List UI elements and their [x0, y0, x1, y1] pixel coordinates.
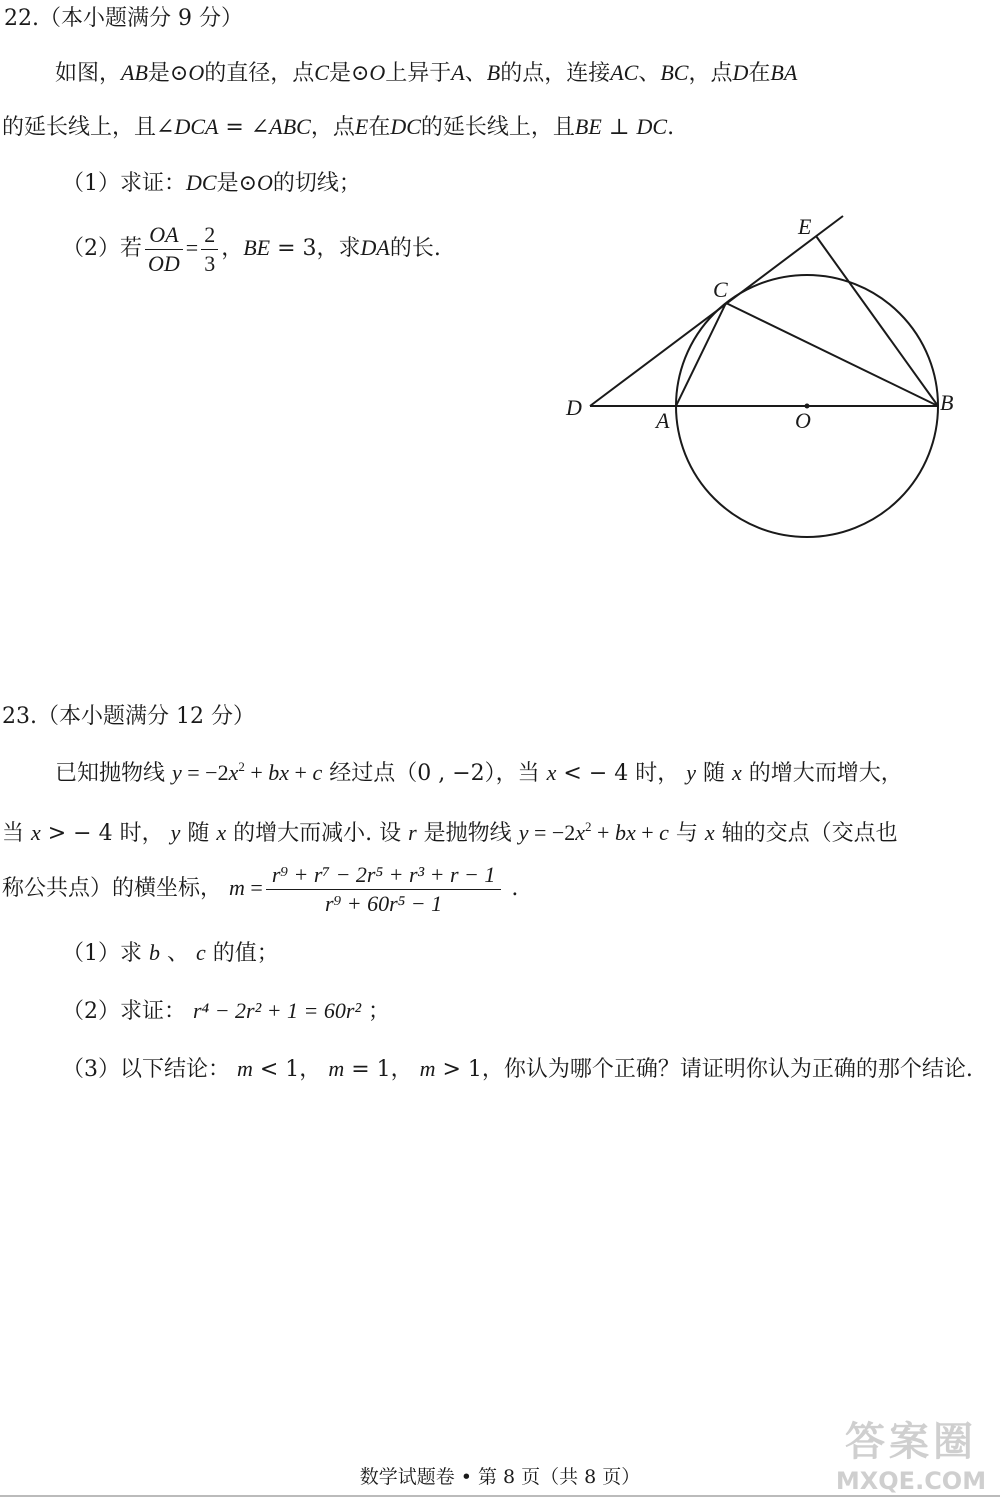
line-ac	[676, 303, 726, 406]
label-d: D	[566, 395, 582, 420]
label-a: A	[656, 408, 670, 433]
label-b: B	[940, 390, 954, 415]
fraction-oa-od: $\frac{OA}{OD}$	[145, 221, 183, 278]
fraction-2-3: $\frac{2}{3}$	[201, 221, 218, 278]
label-o: O	[795, 408, 811, 433]
q22-header: 22.（本小题满分 9 分）	[4, 6, 243, 31]
line-dc-extended	[590, 216, 843, 406]
watermark-logo: 答案圈 MXQE.COM	[835, 1419, 987, 1495]
bottom-rule	[0, 1495, 1000, 1497]
q23-part1: （1）求 b 、 c 的值；	[62, 940, 279, 966]
q23-header: 23.（本小题满分 12 分）	[2, 704, 255, 729]
line-be	[816, 236, 938, 406]
q23-stem-line2: 当 x > − 4 时， y 随 x 的增大而减小. 设 r 是抛物线 $y = -2x^2$ + bx + c 与 x 轴的交点（交点也	[2, 819, 898, 846]
page-footer: 数学试题卷 • 第 8 页（共 8 页）	[359, 1466, 641, 1488]
q22-part2: （2）若 $\frac{OA}{OD}$ = $\frac{2}{3}$ ，BE = 3，求DA的长.	[62, 221, 441, 276]
fraction-m-expression: $\frac{\text{r⁹ + r⁷ − 2r⁵ + r³ + r − 1}}{\text{r⁹ + 60r⁵ − 1}}$	[266, 861, 502, 918]
q22-stem-line1: 如图，AB是⊙O的直径，点C是⊙O上异于A、B的点，连接AC、BC，点D在BA	[55, 60, 798, 86]
geometry-figure	[560, 210, 980, 550]
q23-stem-line1: 已知抛物线 $y = -2x^2$ + bx + c 经过点（0 , −2），当 x < − 4 时， y 随 x 的增大而增大，	[55, 759, 903, 786]
line-cb	[726, 303, 938, 406]
q22-stem-line2: 的延长线上，且∠DCA = ∠ABC，点E在DC的延长线上，且BE ⊥ DC.	[2, 114, 675, 140]
label-e: E	[798, 214, 812, 239]
label-c: C	[713, 277, 728, 302]
q23-part2: （2）求证： r⁴ − 2r² + 1 = 60r² ；	[62, 998, 391, 1024]
q22-part1: （1）求证：DC是⊙O的切线；	[62, 170, 361, 196]
q23-part3: （3）以下结论： m < 1， m = 1， m > 1，你认为哪个正确？请证明你认为正确的那个结论.	[62, 1056, 973, 1082]
q23-stem-line3: 称公共点）的横坐标， m = $\frac{\text{r⁹ + r⁷ − 2r⁵ + r³ + r − 1}}{\text{r⁹ + 60r⁵ − 1}}$ .	[2, 861, 519, 916]
